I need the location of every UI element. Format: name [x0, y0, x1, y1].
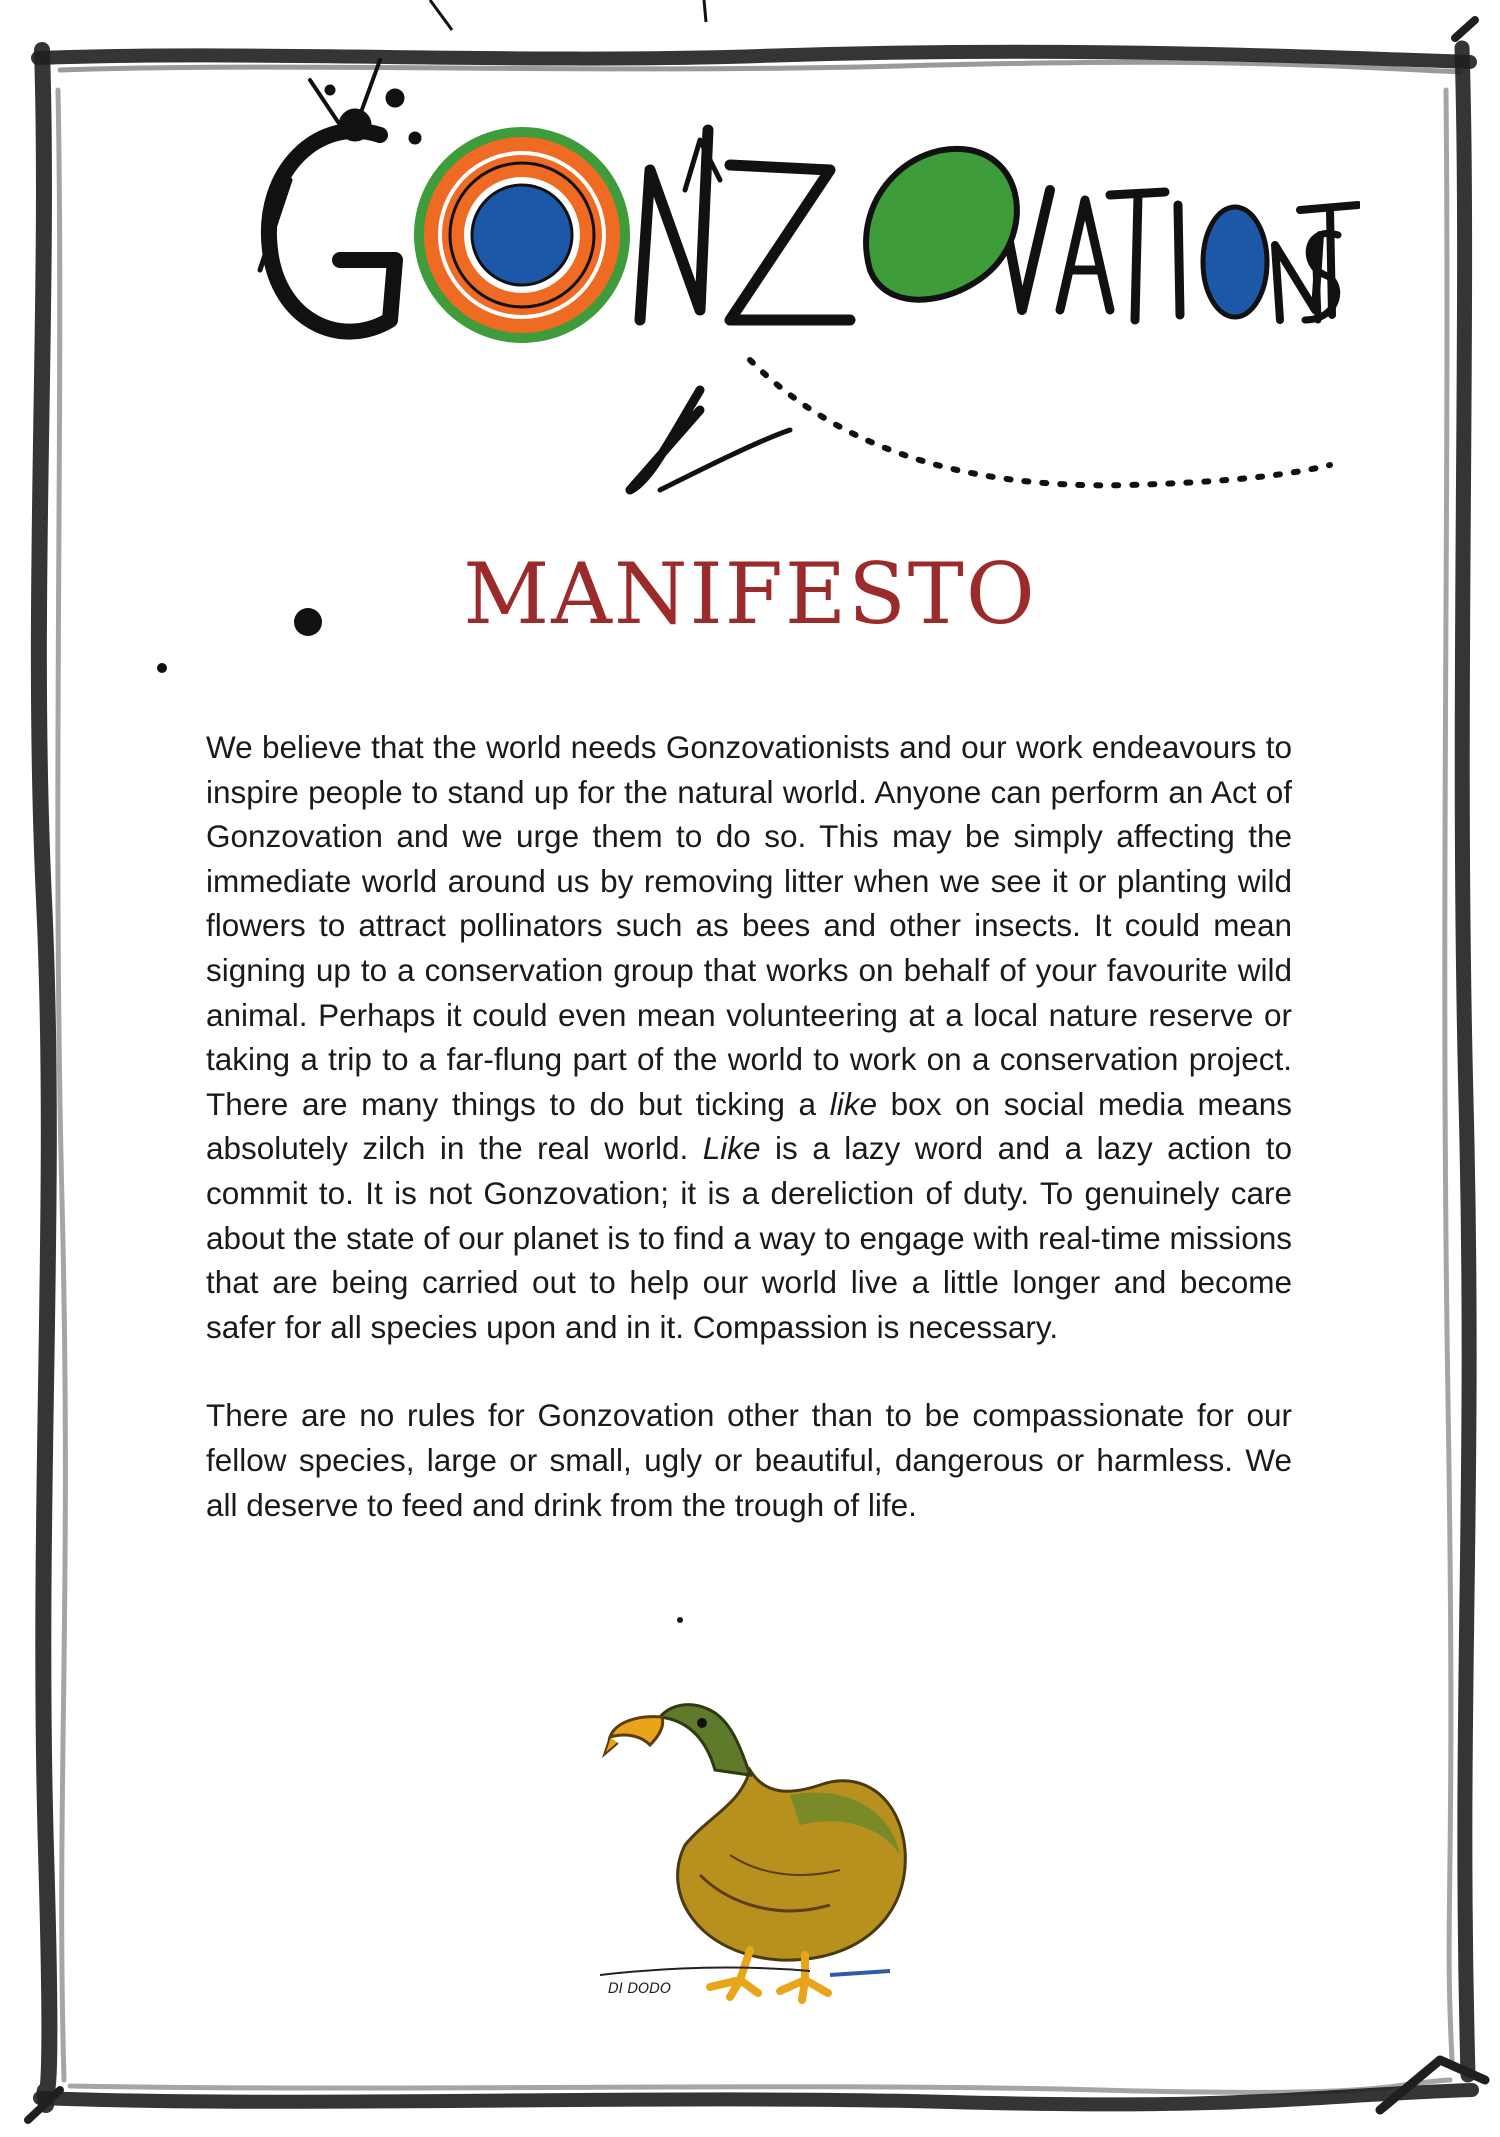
page-title: MANIFESTO: [463, 545, 1037, 643]
target-o-icon: [414, 127, 630, 343]
emphasis-like: like: [829, 1085, 877, 1122]
manifesto-body: [206, 725, 1292, 1571]
blue-o-icon: [1203, 207, 1267, 317]
paragraph-1: [206, 725, 1292, 1349]
dodo-caption: DI DODO: [608, 1981, 671, 1997]
gonzovationist-logo: [230, 20, 1360, 540]
emphasis-like-capital: Like: [702, 1130, 761, 1167]
text-segment: is a lazy word and a lazy action to commit to. It is not Gonzovation; it is a dereliction of duty. To genuinely care about the state of our planet is to find a way to engage with real-time missions that are being carried out to help our world live a little longer and become safer for all species upon and in it. Compassion is necessary.: [206, 1130, 1292, 1345]
green-o-icon: [866, 149, 1017, 300]
text-segment: box on social media means absolutely zilch in the real world.: [206, 1085, 1292, 1167]
text-segment: We believe that the world needs Gonzovationists and our work endeavours to inspire people to stand up for the natural world. Anyone can perform an Act of Gonzovation and we urge them to do so. This may be simply affecting the immediate world around us by removing litter when we see it or planting wild flowers to attract pollinators such as bees and other insects. It could mean signing up to a conservation group that works on behalf of your favourite wild animal. Perhaps it could even mean volunteering at a local nature reserve or taking a trip to a far-flung part of the world to work on a conservation project. There are many things to do but ticking a: [206, 729, 1292, 1122]
paragraph-2: There are no rules for Gonzovation other than to be compassionate for our fellow species, large or small, ugly or beautiful, dangerous or harmless. We all deserve to feed and drink from the trough of life.: [206, 1397, 1292, 1523]
dodo-illustration: [590, 1675, 950, 2005]
logo-wordmark: GONZOVATIONIST: [230, 20, 240, 21]
